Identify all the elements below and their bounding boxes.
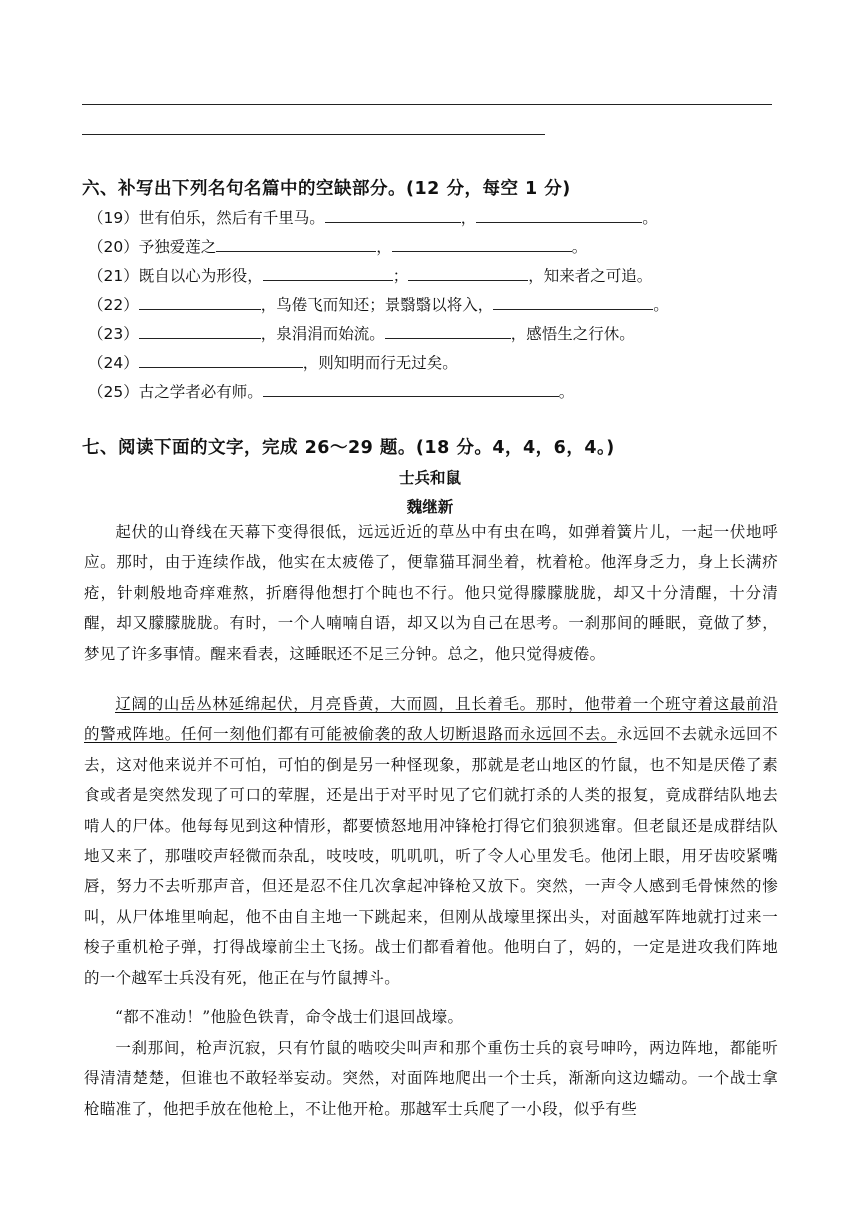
section-six-heading: 六、补写出下列名句名篇中的空缺部分。(12 分，每空 1 分) xyxy=(82,179,571,199)
answer-blank[interactable] xyxy=(139,293,261,310)
answer-blank[interactable] xyxy=(493,293,653,310)
question-number: （25） xyxy=(88,383,139,401)
question-19: （19）世有伯乐，然后有千里马。 ， 。 xyxy=(88,206,658,228)
answer-blank[interactable] xyxy=(392,235,572,252)
question-23: （23） ，泉涓涓而始流。 ，感悟生之行休。 xyxy=(88,322,635,344)
story-paragraph-1: 起伏的山脊线在天幕下变得很低，远远近近的草丛中有虫在鸣，如弹着簧片儿，一起一伏地呼应。那时，由于连续作战，他实在太疲倦了，便靠猫耳洞坐着，枕着枪。他浑身乏力，身上长满疥疮，针刺般地奇痒难熬，折磨得他想打个盹也不行。他只觉得朦朦胧胧，却又十分清醒，十分清醒，却又朦朦胧胧。有时，一个人喃喃自语，却又以为自己在思考。一刹那间的睡眠，竟做了梦，梦见了许多事情。醒来看表，这睡眠还不足三分钟。总之，他只觉得疲倦。 xyxy=(84,523,778,663)
question-number: （24） xyxy=(88,354,139,372)
story-author: 魏继新 xyxy=(406,498,454,516)
question-24: （24） ，则知明而行无过矣。 xyxy=(88,351,458,373)
question-number: （19） xyxy=(88,209,139,227)
question-20: （20）予独爱莲之 ， 。 xyxy=(88,235,587,257)
question-text: 予独爱莲之 xyxy=(138,238,217,256)
answer-blank[interactable] xyxy=(139,351,303,368)
answer-line-1 xyxy=(82,104,772,105)
story-title: 士兵和鼠 xyxy=(398,469,461,487)
question-text: 世有伯乐，然后有千里马。 xyxy=(138,209,325,227)
underlined-passage: 辽阔的山岳丛林延绵起伏，月亮昏黄，大而圆，且长着毛。那时，他带着一个班守着这最前沿的警戒阵地。任何一刻他们都有可能被偷袭的敌人切断退路而永远回不去。 xyxy=(84,695,778,744)
question-number: （20） xyxy=(88,238,139,256)
answer-blank[interactable] xyxy=(263,264,393,281)
question-number: （22） xyxy=(88,296,139,314)
story-paragraph-2: 辽阔的山岳丛林延绵起伏，月亮昏黄，大而圆，且长着毛。那时，他带着一个班守着这最前沿的警戒阵地。任何一刻他们都有可能被偷袭的敌人切断退路而永远回不去。永远回不去就永远回不去，这对他来说并不可怕，可怕的倒是另一种怪现象，那就是老山地区的竹鼠，也不知是厌倦了素食或者是突然发现了可口的荤腥，还是出于对平时见了它们就打杀的人类的报复，竟成群结队地去啃人的尸体。他每每见到这种情形，都要愤怒地用冲锋枪打得它们狼狈逃窜。但老鼠还是成群结队地又来了，那嗤咬声轻微而杂乱，吱吱吱，叽叽叽，听了令人心里发毛。他闭上眼，用牙齿咬紧嘴唇，努力不去听那声音，但还是忍不住几次拿起冲锋枪又放下。突然，一声令人感到毛骨悚然的惨叫，从尸体堆里响起，他不由自主地一下跳起来，但刚从战壕里探出头，对面越军阵地就打过来一梭子重机枪子弹，打得战壕前尘土飞扬。战士们都看着他。他明白了，妈的，一定是进攻我们阵地的一个越军士兵没有死，他正在与竹鼠搏斗。 xyxy=(84,695,778,987)
answer-blank[interactable] xyxy=(216,235,376,252)
question-25: （25）古之学者必有师。 。 xyxy=(88,380,574,402)
question-text: 古之学者必有师。 xyxy=(138,383,263,401)
question-number: （21） xyxy=(88,267,139,285)
question-21: （21）既自以心为形役， ； ，知来者之可追。 xyxy=(88,264,652,286)
answer-blank[interactable] xyxy=(385,322,511,339)
answer-blank[interactable] xyxy=(139,322,261,339)
question-22: （22） ，鸟倦飞而知还；景翳翳以将入， 。 xyxy=(88,293,669,315)
answer-line-2 xyxy=(82,134,545,135)
section-seven-heading: 七、阅读下面的文字，完成 26～29 题。(18 分。4，4，6，4。) xyxy=(82,438,615,458)
answer-blank[interactable] xyxy=(263,380,559,397)
answer-blank[interactable] xyxy=(408,264,528,281)
answer-blank[interactable] xyxy=(476,206,642,223)
answer-blank[interactable] xyxy=(325,206,461,223)
story-paragraph-3: “都不准动！”他脸色铁青，命令战士们退回战壕。 xyxy=(115,1008,464,1026)
question-text: 既自以心为形役， xyxy=(138,267,263,285)
story-paragraph-4: 一刹那间，枪声沉寂，只有竹鼠的啮咬尖叫声和那个重伤士兵的哀号呻吟，两边阵地，都能听得清清楚楚，但谁也不敢轻举妄动。突然，对面阵地爬出一个士兵，渐渐向这边蠕动。一个战士拿枪瞄准了，他把手放在他枪上，不让他开枪。那越军士兵爬了一小段，似乎有些 xyxy=(84,1039,778,1118)
question-number: （23） xyxy=(88,325,139,343)
